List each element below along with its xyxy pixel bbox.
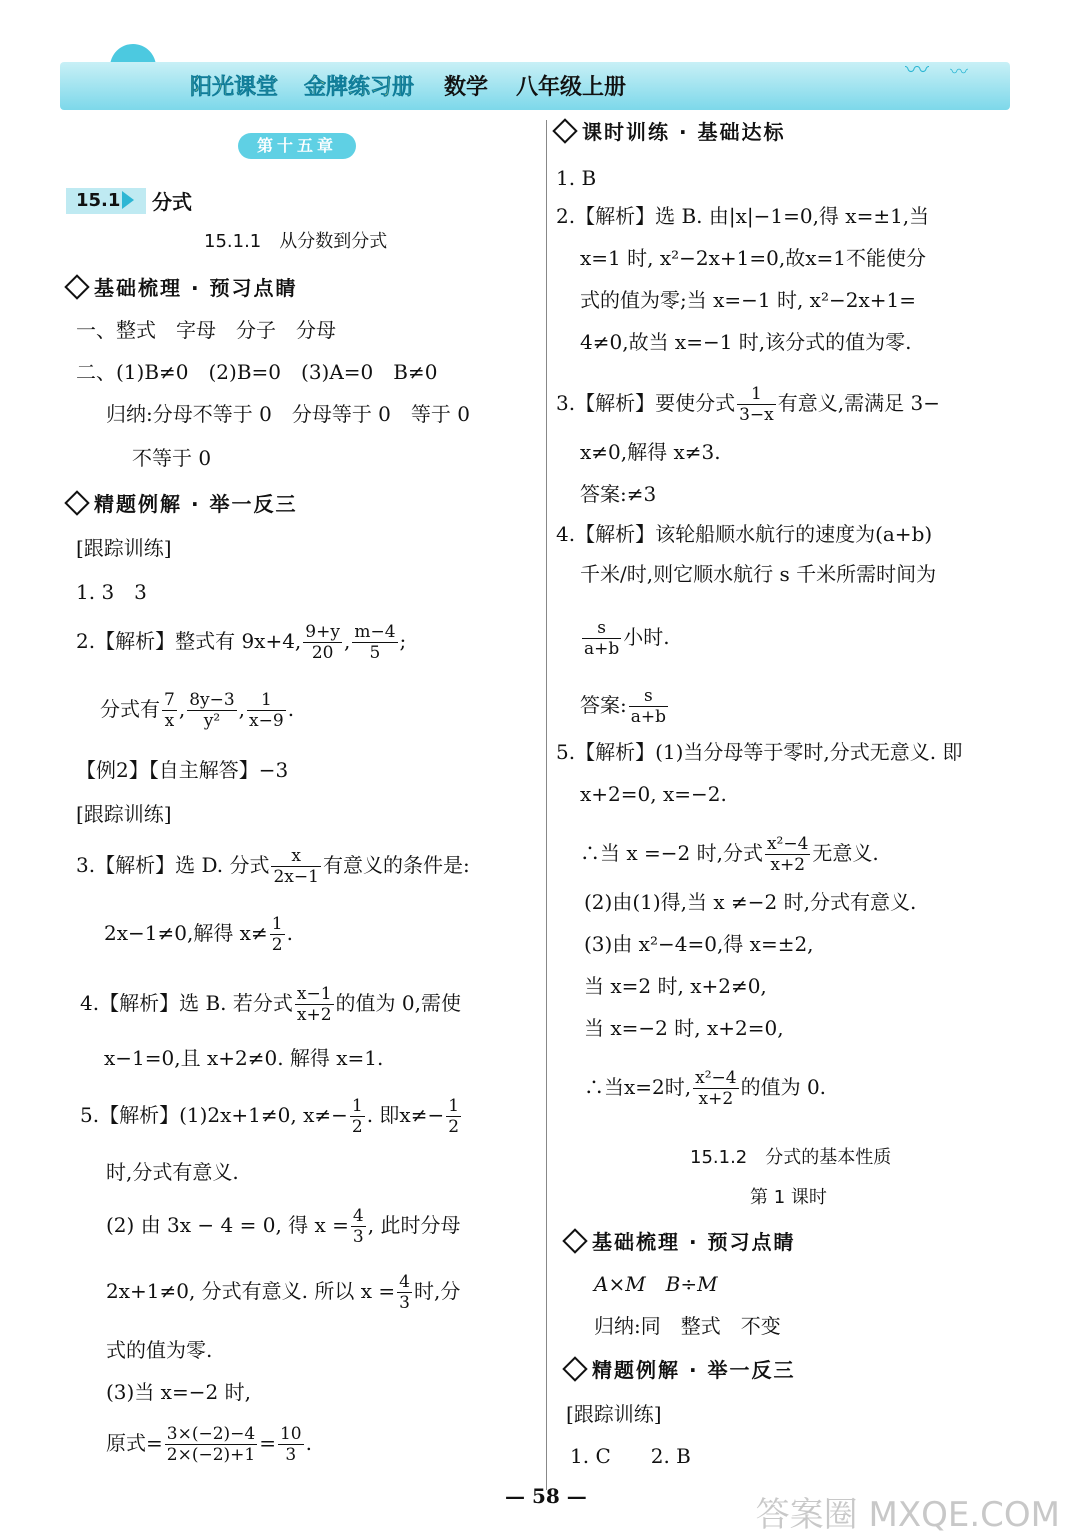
line: A×M B÷M (594, 1272, 718, 1296)
brand-name: 阳光课堂 (190, 75, 279, 100)
track-label: [跟踪训练] (76, 536, 172, 560)
fraction (693, 1068, 738, 1109)
answer-text: (2) 由 3x − 4 = 0, 得 x = (106, 1213, 349, 1237)
diamond-icon (562, 1228, 587, 1253)
numerator: 8y−3 (189, 690, 235, 710)
answer (580, 618, 670, 659)
answer: (2)由(1)得,当 x ≠−2 时,分式有意义. (584, 890, 917, 914)
answer-text: 的值为 0,需使 (335, 991, 461, 1015)
answer (80, 1096, 463, 1137)
denominator: 5 (369, 643, 381, 663)
answer-text: 2.【解析】整式有 9x+4, (76, 629, 302, 653)
answer-text: 5.【解析】(1)2x+1≠0, x≠− (80, 1103, 348, 1127)
line: 归纳:同 整式 不变 (594, 1314, 781, 1338)
answer: 1. B (556, 166, 597, 190)
heading-text: 基础梳理 · 预习点睛 (94, 276, 298, 300)
answer: 4.【解析】该轮船顺水航行的速度为(a+b) (556, 522, 933, 546)
answer: 当 x=2 时, x+2≠0, (584, 974, 767, 998)
answer (106, 1206, 460, 1247)
answer-text: 3.【解析】要使分式 (556, 391, 736, 415)
answer: 4≠0,故当 x=−1 时,该分式的值为零. (580, 330, 912, 354)
answer (556, 384, 940, 425)
answer: (3)当 x=−2 时, (106, 1380, 251, 1404)
denominator: 3 (285, 1445, 297, 1465)
answer (580, 834, 879, 875)
numerator: 1 (247, 690, 286, 711)
answer-text: ∴当x=2时, (584, 1075, 692, 1099)
numerator: m−4 (354, 622, 396, 642)
banner-text (190, 70, 626, 101)
diamond-icon (552, 118, 577, 143)
fraction (295, 984, 334, 1025)
answer: x≠0,解得 x≠3. (580, 440, 721, 464)
track-label: [跟踪训练] (76, 802, 172, 826)
numerator: 1 (448, 1096, 460, 1116)
fraction (737, 384, 776, 425)
column-divider (546, 120, 547, 1490)
answer: 时,分式有意义. (106, 1160, 239, 1184)
heading-text: 精题例解 · 举一反三 (94, 492, 298, 516)
fraction (271, 846, 320, 887)
answer: 2x−1≠0,解得 x≠ $\frac{1}{2}$ . (104, 914, 293, 955)
answer: 1. 3 3 (76, 580, 147, 604)
denominator: x (164, 711, 175, 731)
heading-text: 基础梳理 · 预习点睛 (592, 1230, 796, 1254)
numerator: s (629, 686, 668, 707)
answer-text: 有意义的条件是: (322, 853, 470, 877)
heading-text: 课时训练 · 基础达标 (582, 120, 786, 144)
denominator: x−9 (249, 711, 284, 731)
heading-examples (566, 1358, 796, 1382)
denominator: 3−x (739, 405, 774, 425)
heading-examples (68, 492, 298, 516)
numerator: 4 (399, 1272, 410, 1292)
denominator: 20 (311, 643, 334, 663)
denominator: 2x−1 (273, 867, 319, 887)
numerator: 10 (279, 1424, 302, 1444)
subject: 数学 (444, 75, 489, 100)
header-banner (60, 62, 1010, 110)
answer-text: 2x+1≠0, 分式有意义. 所以 x = (106, 1279, 396, 1303)
denominator: x+2 (296, 1005, 332, 1025)
answer: 1. C 2. B (570, 1444, 691, 1468)
section-number (66, 188, 146, 214)
bird-icon: 〰 (950, 62, 968, 83)
answer: 答案:≠3 (580, 482, 657, 506)
answer: 分式有 $\frac{7}{x}$ , $\frac{8y-3}{\text{y²}}$ , $\frac{1}{x-9}$ . (100, 690, 295, 731)
answer-text: , 此时分母 (367, 1213, 461, 1237)
answer-text: ∴当 x =−2 时,分式 (580, 841, 763, 865)
numerator: 7 (164, 690, 175, 710)
fraction (165, 1424, 257, 1465)
answer: 原式= $\frac{3\times(-2)-4}{2\times(-2)+1}$ = $\frac{10}{3}$ . (106, 1424, 312, 1465)
answer-text: 2x−1≠0,解得 x≠ (104, 921, 268, 945)
denominator: y² (203, 711, 221, 731)
fraction (187, 690, 236, 731)
answer: 2.【解析】整式有 9x+4, $\frac{9+y}{20}$ , $\frac{m-4}{5}$ ; (76, 622, 407, 663)
answer: 2.【解析】选 B. 由|x|−1=0,得 x=±1,当 (556, 204, 930, 228)
answer: 当 x=−2 时, x+2=0, (584, 1016, 784, 1040)
fraction (270, 914, 285, 955)
numerator: x²−4 (766, 834, 809, 854)
chapter-chip: 第十五章 (238, 133, 356, 159)
diamond-icon (562, 1356, 587, 1381)
answer-text: 无意义. (812, 841, 879, 865)
numerator: 1 (351, 1096, 363, 1116)
fraction (765, 834, 810, 875)
denominator: a+b (630, 707, 667, 727)
numerator: 1 (737, 384, 776, 405)
line: 二、(1)B≠0 (2)B=0 (3)A=0 B≠0 (76, 360, 438, 384)
fraction (397, 1272, 412, 1313)
fraction (278, 1424, 304, 1465)
numerator: s (582, 618, 621, 639)
arrow-icon (122, 191, 134, 209)
answer-text: 时,分 (413, 1279, 461, 1303)
denominator: x+2 (698, 1089, 734, 1109)
heading-basics (68, 276, 298, 300)
grade: 八年级上册 (516, 75, 627, 100)
denominator: 2 (351, 1117, 363, 1137)
line: 不等于 0 (132, 446, 212, 470)
answer (584, 1068, 826, 1109)
answer: x−1=0,且 x+2≠0. 解得 x=1. (104, 1046, 384, 1070)
answer-text: = (259, 1431, 276, 1455)
fraction (582, 618, 621, 659)
numerator: 1 (271, 914, 283, 934)
answer-text: 的值为 0. (740, 1075, 827, 1099)
answer-text: 答案: (580, 693, 627, 717)
brand-series: 金牌练习册 (304, 75, 415, 100)
answer: 千米/时,则它顺水航行 s 千米所需时间为 (580, 562, 937, 586)
denominator: 2 (448, 1117, 460, 1137)
numerator: x (271, 846, 320, 867)
numerator: x²−4 (695, 1068, 737, 1088)
watermark (756, 1487, 1060, 1536)
diamond-icon (64, 274, 89, 299)
answer: x+2=0, x=−2. (580, 782, 727, 806)
answer: (3)由 x²−4=0,得 x=±2, (584, 932, 814, 956)
answer: 式的值为零. (106, 1338, 213, 1362)
answer: 5.【解析】(1)当分母等于零时,分式无意义. 即 (556, 740, 963, 764)
answer-text: 分式有 (100, 697, 160, 721)
denominator: 3 (399, 1293, 410, 1313)
lesson-label: 第 1 课时 (750, 1187, 827, 1208)
section-number-text: 15.1 (76, 190, 121, 211)
fraction (446, 1096, 461, 1137)
diamond-icon (64, 490, 89, 515)
fraction (629, 686, 668, 727)
answer (76, 846, 470, 887)
line: 一、整式 字母 分子 分母 (76, 318, 336, 342)
watermark-text: 答案圈 MXQE.COM (755, 1495, 1060, 1535)
denominator: 3 (352, 1227, 364, 1247)
answer-text: 有意义,需满足 3− (777, 391, 940, 415)
subsection-title: 15.1.2 分式的基本性质 (690, 1147, 892, 1168)
denominator: x+2 (770, 855, 806, 875)
denominator: a+b (584, 639, 620, 659)
heading-drill (556, 120, 786, 144)
heading-text: 精题例解 · 举一反三 (592, 1358, 796, 1382)
denominator: 2 (271, 935, 283, 955)
numerator: x−1 (296, 984, 332, 1004)
line: 归纳:分母不等于 0 分母等于 0 等于 0 (106, 402, 470, 426)
example: 【例2】【自主解答】−3 (76, 758, 289, 782)
answer (80, 984, 461, 1025)
fraction (350, 1096, 365, 1137)
numerator: 4 (352, 1206, 364, 1226)
fraction (351, 1206, 366, 1247)
numerator: 3×(−2)−4 (166, 1424, 256, 1444)
answer: 式的值为零;当 x=−1 时, x²−2x+1= (580, 288, 916, 312)
fraction (162, 690, 177, 731)
section-title: 分式 (152, 190, 192, 214)
answer (106, 1272, 460, 1313)
answer-text: 3.【解析】选 D. 分式 (76, 853, 270, 877)
answer (580, 686, 670, 727)
answer: x=1 时, x²−2x+1=0,故x=1不能使分 (580, 246, 926, 270)
fraction (303, 622, 342, 663)
denominator: 2×(−2)+1 (166, 1445, 256, 1465)
fraction (352, 622, 397, 663)
bird-icon: 〰 (905, 56, 929, 84)
answer-text: 小时. (623, 625, 670, 649)
answer-text: 4.【解析】选 B. 若分式 (80, 991, 293, 1015)
track-label: [跟踪训练] (566, 1402, 662, 1426)
heading-basics (566, 1230, 796, 1254)
answer-text: . 即x≠− (366, 1103, 445, 1127)
page-number: — 58 — (505, 1484, 587, 1508)
answer-text: 原式= (106, 1431, 163, 1455)
numerator: 9+y (305, 622, 340, 642)
fraction (247, 690, 286, 731)
subsection-title: 15.1.1 从分数到分式 (204, 231, 388, 252)
